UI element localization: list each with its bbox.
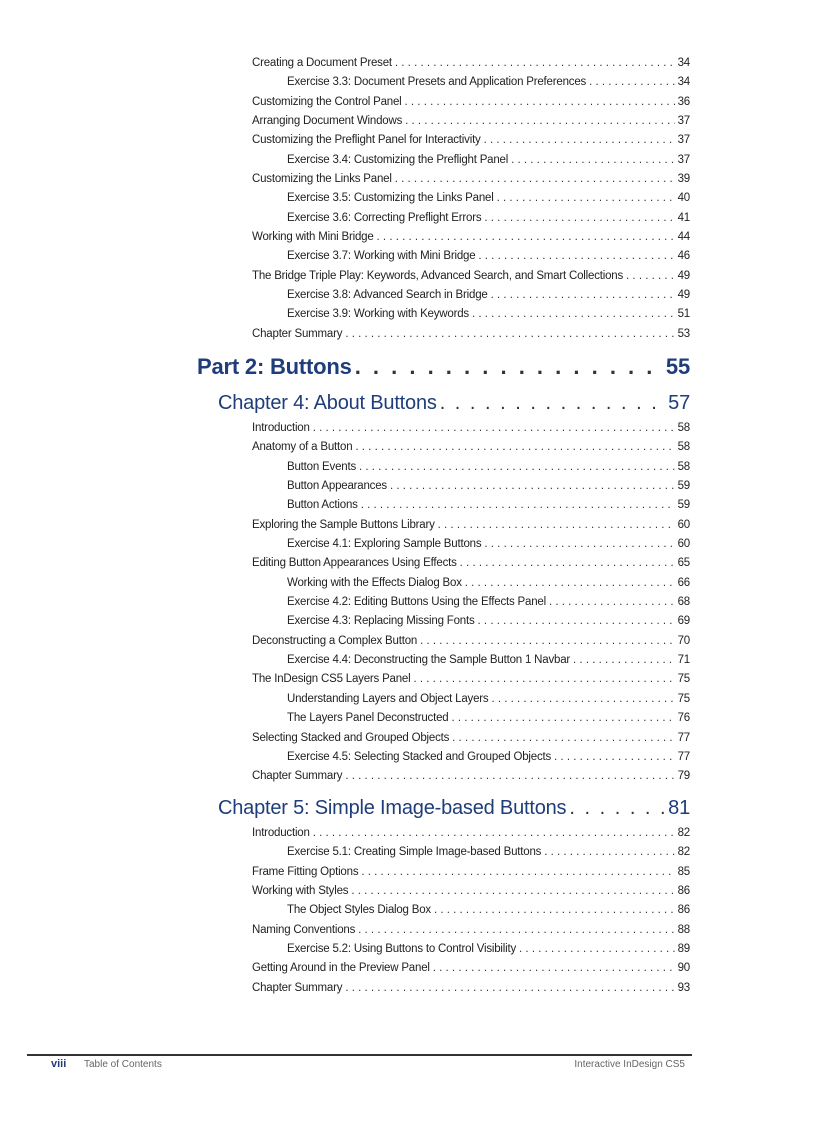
toc-entry[interactable] xyxy=(0,93,690,112)
dot-leader xyxy=(484,535,674,554)
entry-title: Exercise 3.8: Advanced Search in Bridge xyxy=(287,289,488,302)
entry-page: 65 xyxy=(677,557,690,570)
entry-title: The Layers Panel Deconstructed xyxy=(287,712,449,725)
toc-entry[interactable] xyxy=(0,247,690,266)
entry-title: Deconstructing a Complex Button xyxy=(252,634,418,647)
entry-title: Exercise 3.6: Correcting Preflight Errors xyxy=(287,211,482,224)
dot-leader xyxy=(519,940,675,959)
dot-leader xyxy=(573,651,675,670)
entry-page: 58 xyxy=(677,460,690,473)
entry-title: Customizing the Preflight Panel for Interactivity xyxy=(252,134,481,147)
toc-entry[interactable] xyxy=(0,979,690,998)
entry-title: Working with the Effects Dialog Box xyxy=(287,576,462,589)
toc-entry[interactable] xyxy=(0,729,690,748)
entry-title: The InDesign CS5 Layers Panel xyxy=(252,673,411,686)
entry-title: Exercise 3.9: Working with Keywords xyxy=(287,308,469,321)
entry-page: 88 xyxy=(677,923,690,936)
dot-leader xyxy=(313,419,675,438)
toc-entry[interactable] xyxy=(0,824,690,843)
toc-entry[interactable] xyxy=(0,651,690,670)
entry-title: Naming Conventions xyxy=(252,923,356,936)
entry-page: 51 xyxy=(677,308,690,321)
part-page: 55 xyxy=(665,354,690,379)
entry-page: 90 xyxy=(677,962,690,975)
entry-page: 70 xyxy=(677,634,690,647)
toc-entry[interactable] xyxy=(0,863,690,882)
dot-leader xyxy=(377,228,675,247)
dot-leader xyxy=(313,824,675,843)
dot-leader xyxy=(511,151,674,170)
dot-leader xyxy=(434,901,675,920)
dot-leader xyxy=(414,670,675,689)
toc-entry[interactable] xyxy=(0,209,690,228)
entry-page: 77 xyxy=(677,750,690,763)
toc-entry[interactable] xyxy=(0,690,690,709)
entry-title: Exercise 4.2: Editing Buttons Using the Effects Panel xyxy=(287,596,546,609)
entry-title: Exercise 3.3: Document Presets and Application Preferences xyxy=(287,76,587,89)
entry-page: 41 xyxy=(677,211,690,224)
entry-page: 37 xyxy=(677,134,690,147)
dot-leader xyxy=(355,438,674,457)
entry-title: The Object Styles Dialog Box xyxy=(287,904,431,917)
toc-entry[interactable] xyxy=(0,554,690,573)
toc-entry[interactable] xyxy=(0,516,690,535)
entry-title: Exercise 4.3: Replacing Missing Fonts xyxy=(287,615,475,628)
dot-leader xyxy=(589,73,675,92)
entry-title: Arranging Document Windows xyxy=(252,115,403,128)
entry-page: 40 xyxy=(677,192,690,205)
toc-entry[interactable] xyxy=(0,54,690,73)
dot-leader xyxy=(478,247,674,266)
dot-leader xyxy=(497,189,675,208)
toc-entry[interactable] xyxy=(0,228,690,247)
toc-entry[interactable] xyxy=(0,305,690,324)
toc-entry[interactable] xyxy=(0,112,690,131)
dot-leader xyxy=(465,574,675,593)
entry-title: Working with Styles xyxy=(252,885,349,898)
dot-leader xyxy=(351,882,674,901)
entry-title: Chapter Summary xyxy=(252,981,343,994)
entry-page: 68 xyxy=(677,596,690,609)
entry-title: Exercise 3.4: Customizing the Preflight Panel xyxy=(287,153,509,166)
entry-page: 58 xyxy=(677,422,690,434)
toc-entry[interactable] xyxy=(0,535,690,554)
entry-title: Getting Around in the Preview Panel xyxy=(252,962,430,975)
toc-block-chapter-3 xyxy=(0,54,690,344)
dot-leader xyxy=(626,267,675,286)
entry-title: Anatomy of a Button xyxy=(252,441,353,454)
entry-title: Exercise 3.5: Customizing the Links Panel xyxy=(287,192,494,205)
toc-entry[interactable] xyxy=(0,843,690,862)
entry-page: 37 xyxy=(677,153,690,166)
toc-entry[interactable] xyxy=(0,574,690,593)
toc-entry[interactable] xyxy=(0,477,690,496)
entry-page: 39 xyxy=(677,173,690,186)
dot-leader xyxy=(484,209,674,228)
toc-entry[interactable] xyxy=(0,632,690,651)
entry-title: Frame Fitting Options xyxy=(252,865,359,878)
dot-leader xyxy=(405,93,675,112)
dot-leader xyxy=(484,131,675,150)
footer-book-title: Interactive InDesign CS5 xyxy=(574,1059,685,1070)
entry-page: 49 xyxy=(677,289,690,302)
dot-leader xyxy=(440,387,665,419)
dot-leader xyxy=(361,863,674,882)
entry-title: Introduction xyxy=(252,422,310,434)
entry-page: 82 xyxy=(677,827,690,839)
dot-leader xyxy=(390,477,675,496)
toc-entry[interactable] xyxy=(0,267,690,286)
dot-leader xyxy=(420,632,674,651)
toc-entry[interactable] xyxy=(0,940,690,959)
dot-leader xyxy=(549,593,675,612)
chapter-page: 57 xyxy=(668,392,690,414)
entry-page: 66 xyxy=(677,576,690,589)
entry-title: Button Events xyxy=(287,460,356,473)
dot-leader xyxy=(478,612,675,631)
entry-title: Exercise 5.1: Creating Simple Image-based Buttons xyxy=(287,846,542,859)
footer-rule xyxy=(27,1054,692,1056)
toc-entry[interactable] xyxy=(0,767,690,786)
entry-title: Creating a Document Preset xyxy=(252,57,392,69)
entry-title: Exploring the Sample Buttons Library xyxy=(252,518,435,531)
dot-leader xyxy=(361,496,675,515)
entry-page: 44 xyxy=(677,231,690,244)
entry-page: 76 xyxy=(677,712,690,725)
toc-entry[interactable] xyxy=(0,921,690,940)
entry-title: The Bridge Triple Play: Keywords, Advanced Search, and Smart Collections xyxy=(252,269,624,282)
dot-leader xyxy=(355,350,663,384)
entry-page: 34 xyxy=(677,57,690,69)
toc-entry[interactable] xyxy=(0,438,690,457)
dot-leader xyxy=(395,170,675,189)
entry-title: Button Actions xyxy=(287,499,358,512)
footer-page-number: viii xyxy=(51,1058,67,1070)
dot-leader xyxy=(472,305,675,324)
dot-leader xyxy=(359,458,675,477)
toc-entry[interactable] xyxy=(0,170,690,189)
entry-title: Customizing the Links Panel xyxy=(252,173,392,186)
entry-title: Chapter Summary xyxy=(252,327,343,340)
dot-leader xyxy=(491,690,674,709)
entry-title: Chapter Summary xyxy=(252,770,343,783)
dot-leader xyxy=(358,921,674,940)
entry-page: 49 xyxy=(677,269,690,282)
entry-title: Exercise 3.7: Working with Mini Bridge xyxy=(287,250,476,263)
toc-chapter-5[interactable] xyxy=(0,792,690,824)
dot-leader xyxy=(491,286,675,305)
chapter-title: Chapter 4: About Buttons xyxy=(218,392,437,414)
toc-entry[interactable] xyxy=(0,151,690,170)
entry-page: 60 xyxy=(677,538,690,551)
toc-entry[interactable] xyxy=(0,748,690,767)
entry-page: 46 xyxy=(677,250,690,263)
toc-entry[interactable] xyxy=(0,709,690,728)
toc-entry[interactable] xyxy=(0,286,690,305)
toc-entry[interactable] xyxy=(0,593,690,612)
entry-page: 53 xyxy=(677,327,690,340)
dot-leader xyxy=(451,709,674,728)
toc-entry[interactable] xyxy=(0,73,690,92)
entry-page: 86 xyxy=(677,885,690,898)
toc-entry[interactable] xyxy=(0,959,690,978)
dot-leader xyxy=(345,767,674,786)
toc-entry[interactable] xyxy=(0,458,690,477)
entry-page: 60 xyxy=(677,518,690,531)
entry-page: 75 xyxy=(677,673,690,686)
entry-page: 69 xyxy=(677,615,690,628)
dot-leader xyxy=(544,843,674,862)
toc-entry[interactable] xyxy=(0,882,690,901)
entry-title: Exercise 4.4: Deconstructing the Sample Button 1 Navbar xyxy=(287,654,571,667)
dot-leader xyxy=(433,959,675,978)
entry-page: 34 xyxy=(677,76,690,89)
toc-entry[interactable] xyxy=(0,612,690,631)
dot-leader xyxy=(452,729,674,748)
toc-entry[interactable] xyxy=(0,189,690,208)
toc-chapter-4[interactable] xyxy=(0,387,690,419)
dot-leader xyxy=(460,554,675,573)
entry-page: 79 xyxy=(677,770,690,783)
entry-title: Exercise 5.2: Using Buttons to Control Visibility xyxy=(287,943,517,956)
toc-entry[interactable] xyxy=(0,670,690,689)
entry-title: Introduction xyxy=(252,827,310,839)
entry-page: 58 xyxy=(677,441,690,454)
entry-title: Working with Mini Bridge xyxy=(252,231,374,244)
entry-page: 85 xyxy=(677,865,690,878)
dot-leader xyxy=(345,325,674,344)
entry-page: 77 xyxy=(677,731,690,744)
entry-page: 75 xyxy=(677,692,690,705)
entry-page: 36 xyxy=(677,95,690,108)
entry-page: 59 xyxy=(677,499,690,512)
dot-leader xyxy=(569,792,665,824)
toc-block-chapter-5 xyxy=(0,824,690,998)
entry-page: 59 xyxy=(677,480,690,493)
toc-entry[interactable] xyxy=(0,901,690,920)
entry-title: Editing Button Appearances Using Effects xyxy=(252,557,457,570)
entry-title: Understanding Layers and Object Layers xyxy=(287,692,489,705)
dot-leader xyxy=(405,112,674,131)
footer-section: Table of Contents xyxy=(84,1059,162,1070)
entry-title: Exercise 4.5: Selecting Stacked and Grouped Objects xyxy=(287,750,552,763)
entry-page: 82 xyxy=(677,846,690,859)
toc-entry[interactable] xyxy=(0,419,690,438)
dot-leader xyxy=(345,979,674,998)
chapter-page: 81 xyxy=(668,797,690,819)
dot-leader xyxy=(554,748,675,767)
dot-leader xyxy=(438,516,675,535)
toc-entry[interactable] xyxy=(0,131,690,150)
toc-part-2[interactable] xyxy=(0,350,690,384)
entry-title: Customizing the Control Panel xyxy=(252,95,402,108)
part-title: Part 2: Buttons xyxy=(197,354,352,379)
dot-leader xyxy=(395,54,675,73)
entry-page: 93 xyxy=(677,981,690,994)
entry-title: Button Appearances xyxy=(287,480,387,493)
entry-title: Selecting Stacked and Grouped Objects xyxy=(252,731,450,744)
entry-title: Exercise 4.1: Exploring Sample Buttons xyxy=(287,538,482,551)
chapter-title: Chapter 5: Simple Image-based Buttons xyxy=(218,797,567,819)
toc-block-chapter-4 xyxy=(0,419,690,787)
entry-page: 37 xyxy=(677,115,690,128)
entry-page: 86 xyxy=(677,904,690,917)
entry-page: 71 xyxy=(677,654,690,667)
toc-entry[interactable] xyxy=(0,496,690,515)
entry-page: 89 xyxy=(677,943,690,956)
toc-entry[interactable] xyxy=(0,325,690,344)
